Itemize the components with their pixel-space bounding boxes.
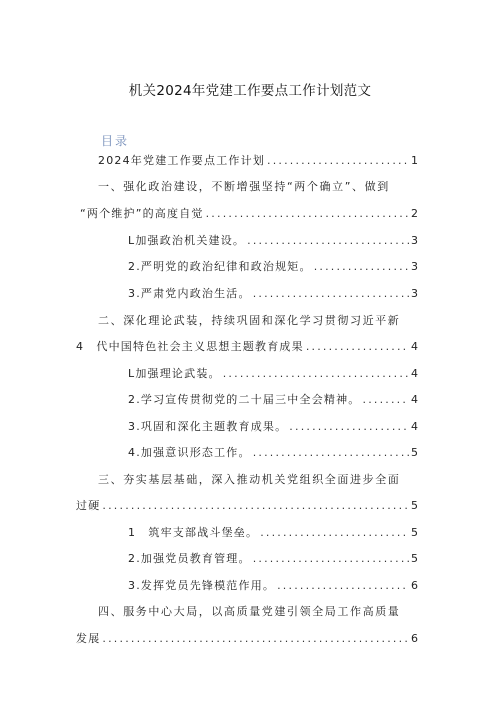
toc-leader	[253, 286, 409, 302]
toc-leader	[223, 366, 409, 382]
toc-entry-text: 4 代中国特色社会主义思想主题教育成果	[76, 340, 304, 353]
toc-leader	[253, 551, 409, 567]
toc-page-number: 3	[411, 234, 418, 247]
toc-entry-text: 3.严肃党内政治生活。	[128, 287, 251, 300]
toc-section-line[interactable]: 四、服务中心大局，以高质量党建引领全局工作高质量	[98, 605, 401, 618]
toc-entry-text: 过硬	[76, 499, 101, 512]
toc-page-number: 6	[411, 579, 418, 592]
toc-entry[interactable]	[98, 153, 418, 169]
toc-entry-text: 发展	[76, 632, 101, 645]
toc-page-number: 2	[411, 207, 418, 220]
document-title: 机关2024年党建工作要点工作计划范文	[128, 83, 372, 99]
toc-entry[interactable]	[128, 259, 418, 275]
toc-section-line[interactable]: 一、强化政治建设，不断增强坚持“两个确立”、做到	[98, 180, 390, 193]
toc-page-number: 5	[411, 526, 418, 539]
toc-heading: 目录	[101, 134, 130, 148]
toc-leader	[206, 206, 409, 222]
toc-section-line[interactable]: 三、夯实基层基础，深入推动机关党组织全面进步全面	[98, 473, 401, 486]
toc-entry[interactable]	[128, 445, 418, 461]
toc-leader	[306, 339, 409, 355]
toc-entry-text: 4.加强意识形态工作。	[128, 446, 251, 459]
toc-leader	[277, 578, 409, 594]
toc-entry[interactable]	[76, 631, 418, 647]
toc-entry[interactable]	[76, 498, 418, 514]
toc-entry[interactable]	[128, 366, 418, 382]
toc-page-number: 3	[411, 260, 418, 273]
toc-page-number: 5	[411, 552, 418, 565]
toc-page-number: 4	[411, 420, 418, 433]
toc-leader	[102, 498, 409, 514]
toc-entry-text: 1 筑牢支部战斗堡垒。	[128, 526, 259, 539]
toc-entry-text: L加强政治机关建设。	[128, 234, 246, 247]
toc-entry-text: “两个维护”的高度自觉	[80, 207, 204, 220]
toc-leader	[102, 631, 409, 647]
toc-leader	[314, 259, 409, 275]
toc-entry-text: 2.严明党的政治纪律和政治规矩。	[128, 260, 312, 273]
toc-entry[interactable]	[128, 525, 418, 541]
toc-entry[interactable]	[128, 551, 418, 567]
toc-page-number: 6	[411, 632, 418, 645]
toc-entry[interactable]	[128, 286, 418, 302]
toc-leader	[253, 445, 409, 461]
toc-entry[interactable]	[80, 206, 418, 222]
toc-leader	[260, 525, 409, 541]
toc-entry-text: 2024年党建工作要点工作计划	[98, 154, 265, 167]
toc-page-number: 3	[411, 287, 418, 300]
toc-entry-text: 3.发挥党员先锋模范作用。	[128, 579, 276, 592]
toc-entry-text: 2.加强党员教育管理。	[128, 552, 251, 565]
toc-leader	[267, 153, 409, 169]
toc-entry-text: 2.学习宣传贯彻党的二十届三中全会精神。	[128, 393, 361, 406]
toc-page-number: 1	[411, 154, 418, 167]
toc-page-number: 4	[411, 340, 418, 353]
toc-entry[interactable]	[128, 233, 418, 249]
toc-page-number: 4	[411, 393, 418, 406]
toc-leader	[289, 419, 409, 435]
toc-leader	[363, 392, 410, 408]
toc-entry[interactable]	[76, 339, 418, 355]
toc-page-number: 5	[411, 446, 418, 459]
toc-entry[interactable]	[128, 392, 418, 408]
toc-section-line[interactable]: 二、深化理论武装，持续巩固和深化学习贯彻习近平新	[98, 314, 401, 327]
toc-page-number: 5	[411, 499, 418, 512]
toc-entry-text: 3.巩固和深化主题教育成果。	[128, 420, 288, 433]
toc-entry[interactable]	[128, 419, 418, 435]
toc-leader	[247, 233, 409, 249]
toc-entry[interactable]	[128, 578, 418, 594]
toc-page-number: 4	[411, 367, 418, 380]
toc-entry-text: L加强理论武装。	[128, 367, 221, 380]
